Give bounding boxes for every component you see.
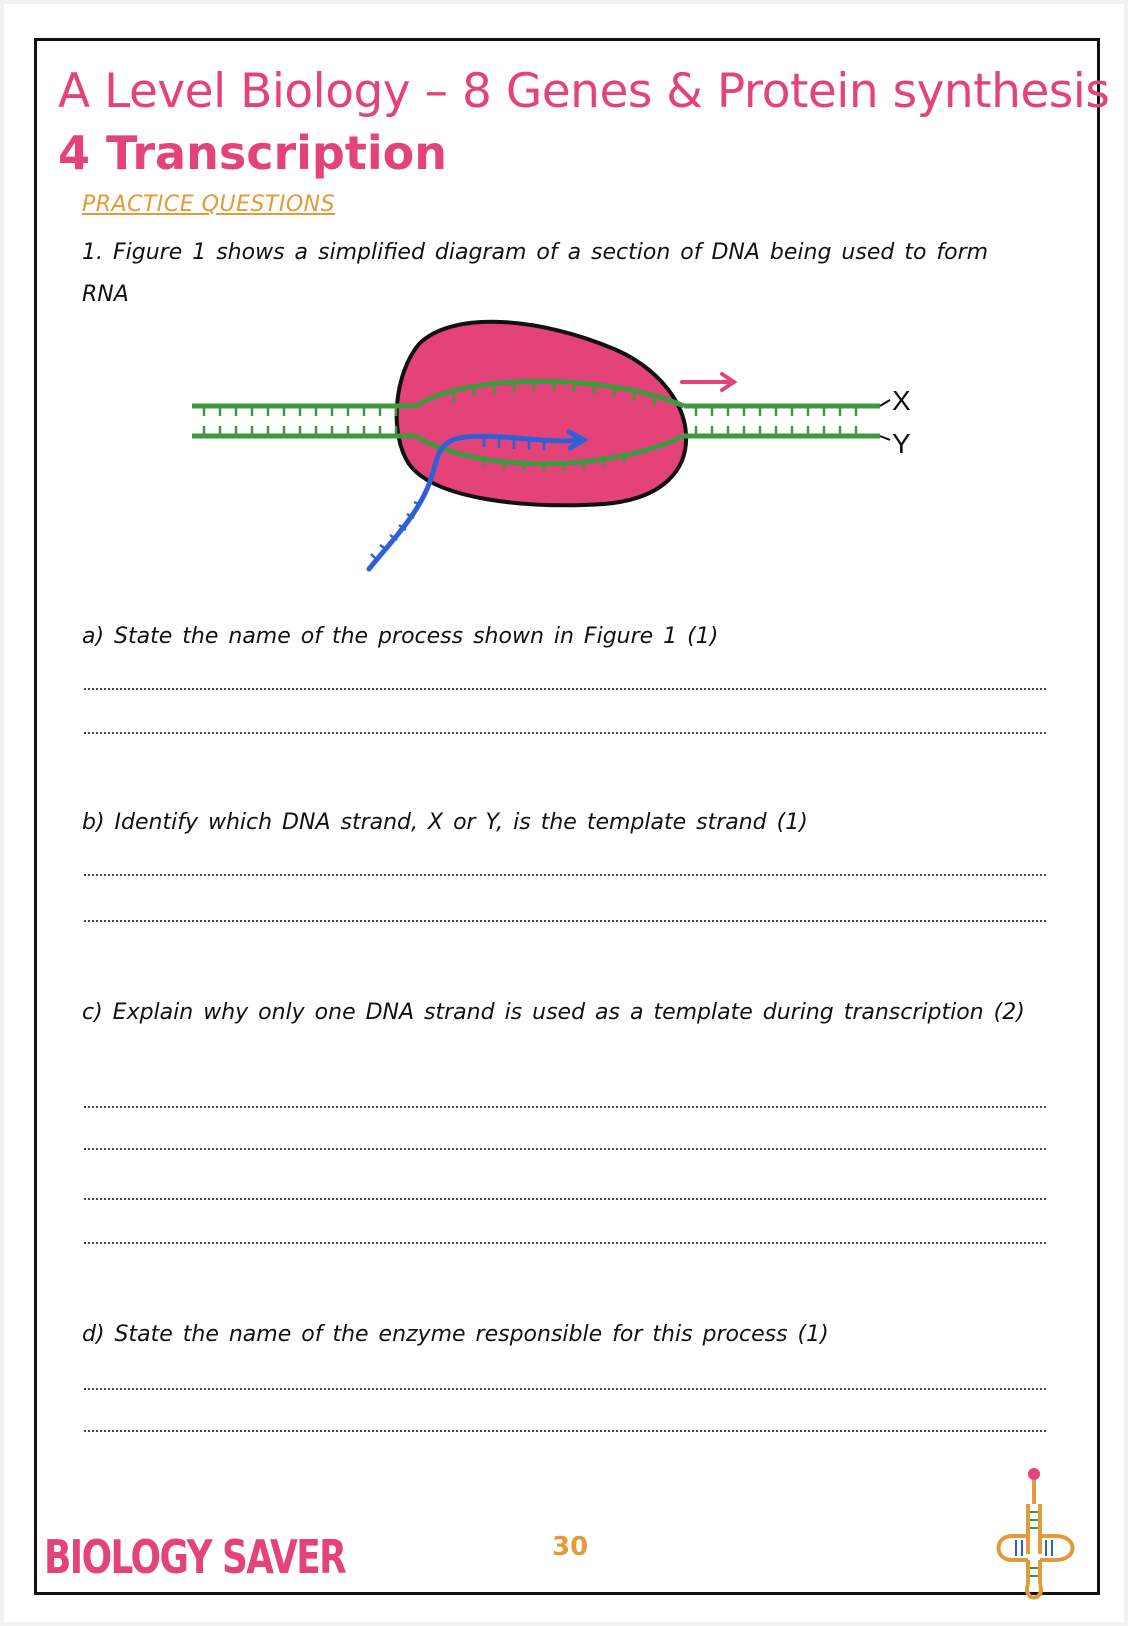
answer-line-1c-3[interactable] xyxy=(84,1198,1046,1200)
answer-line-1d-1[interactable] xyxy=(84,1388,1046,1390)
answer-line-1a-2[interactable] xyxy=(84,732,1046,734)
rna-polymerase-shape xyxy=(397,322,686,505)
section-heading: PRACTICE QUESTIONS xyxy=(82,192,336,217)
answer-line-1b-1[interactable] xyxy=(84,874,1046,876)
label-y-leader xyxy=(880,436,890,440)
trna-logo-icon xyxy=(994,1464,1094,1604)
answer-line-1c-4[interactable] xyxy=(84,1242,1046,1244)
dna-right-section xyxy=(684,406,880,436)
dna-right-base-pairs xyxy=(696,408,856,434)
answer-line-1a-1[interactable] xyxy=(84,688,1046,690)
figure-1-transcription-diagram xyxy=(184,304,944,594)
question-1d: d) State the name of the enzyme responsible for this process (1) xyxy=(82,1322,829,1347)
worksheet-page xyxy=(4,4,1124,1622)
answer-line-1c-1[interactable] xyxy=(84,1106,1046,1108)
label-y: Y xyxy=(892,428,911,459)
label-x: X xyxy=(892,385,911,416)
answer-line-1c-2[interactable] xyxy=(84,1148,1046,1150)
dna-left-section xyxy=(192,406,416,436)
answer-line-1d-2[interactable] xyxy=(84,1430,1046,1432)
page-title: A Level Biology – 8 Genes & Protein synthesis xyxy=(58,64,1110,119)
question-1a: a) State the name of the process shown in Figure 1 (1) xyxy=(82,624,719,649)
question-1-intro: 1. Figure 1 shows a simplified diagram of a section of DNA being used to form RNA xyxy=(82,240,989,307)
page-number: 30 xyxy=(552,1532,589,1562)
dna-left-base-pairs xyxy=(204,408,396,434)
answer-line-1b-2[interactable] xyxy=(84,920,1046,922)
direction-arrow-icon xyxy=(682,374,734,390)
label-x-leader xyxy=(880,400,890,406)
page-subtitle: 4 Transcription xyxy=(58,126,447,180)
question-1b: b) Identify which DNA strand, X or Y, is the template strand (1) xyxy=(82,810,808,835)
brand-logo-text: BIOLOGY SAVER xyxy=(44,1530,346,1584)
question-1c: c) Explain why only one DNA strand is used as a template during transcription (2) xyxy=(82,1000,1025,1025)
